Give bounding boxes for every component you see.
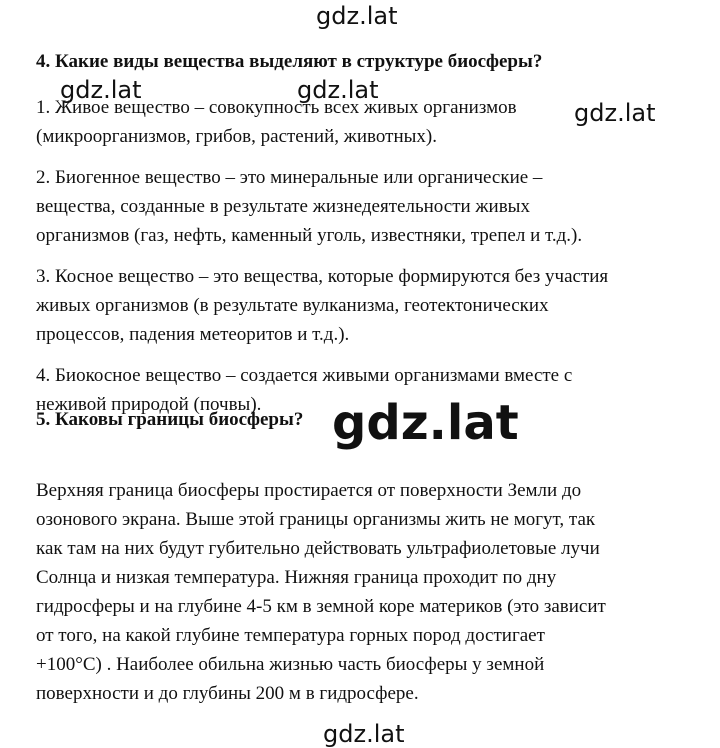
watermark-right: gdz.lat: [574, 99, 656, 127]
answer-paragraph-biogenic-matter: [36, 163, 696, 250]
watermark-center: gdz.lat: [297, 76, 379, 104]
text-line: озонового экрана. Выше этой границы организмы жить не могут, так: [36, 509, 596, 530]
text-line: Верхняя граница биосферы простирается от поверхности Земли до: [36, 480, 582, 501]
watermark-left: gdz.lat: [60, 76, 142, 104]
text-line: организмов (газ, нефть, каменный уголь, известняки, трепел и т.д.).: [36, 225, 583, 246]
text-line: поверхности и до глубины 200 м в гидросфере.: [36, 683, 419, 704]
text-line: 4. Биокосное вещество – создается живыми организмами вместе с: [36, 365, 573, 386]
text-line: 3. Косное вещество – это вещества, которые формируются без участия: [36, 266, 609, 287]
text-line: живых организмов (в результате вулканизма, геотектонических: [36, 295, 549, 316]
text-line: неживой природой (почвы).: [36, 394, 262, 415]
question-5-heading: 5. Каковы границы биосферы?: [36, 409, 304, 430]
text-line: от того, на какой глубине температура горных пород достигает: [36, 625, 545, 646]
text-line: как там на них будут губительно действовать ультрафиолетовые лучи: [36, 538, 600, 559]
text-line: 1. Живое вещество – совокупность всех живых организмов: [36, 97, 517, 118]
watermark-large: gdz.lat: [332, 395, 519, 451]
question-4-heading: 4. Какие виды вещества выделяют в структуре биосферы?: [36, 51, 543, 72]
text-line: 2. Биогенное вещество – это минеральные или органические –: [36, 167, 543, 188]
text-line: гидросферы и на глубине 4-5 км в земной коре материков (это зависит: [36, 596, 606, 617]
watermark-bottom: gdz.lat: [323, 720, 405, 748]
text-line: +100°C) . Наиболее обильна жизнью часть биосферы у земной: [36, 654, 545, 675]
text-line: вещества, созданные в результате жизнедеятельности живых: [36, 196, 530, 217]
text-line: Солнца и низкая температура. Нижняя граница проходит по дну: [36, 567, 557, 588]
answer-paragraph-inert-matter: [36, 262, 696, 349]
watermark-top: gdz.lat: [316, 2, 398, 30]
text-line: процессов, падения метеоритов и т.д.).: [36, 324, 350, 345]
answer-paragraph-biosphere-boundaries: [36, 476, 696, 708]
text-line: (микроорганизмов, грибов, растений, животных).: [36, 126, 437, 147]
